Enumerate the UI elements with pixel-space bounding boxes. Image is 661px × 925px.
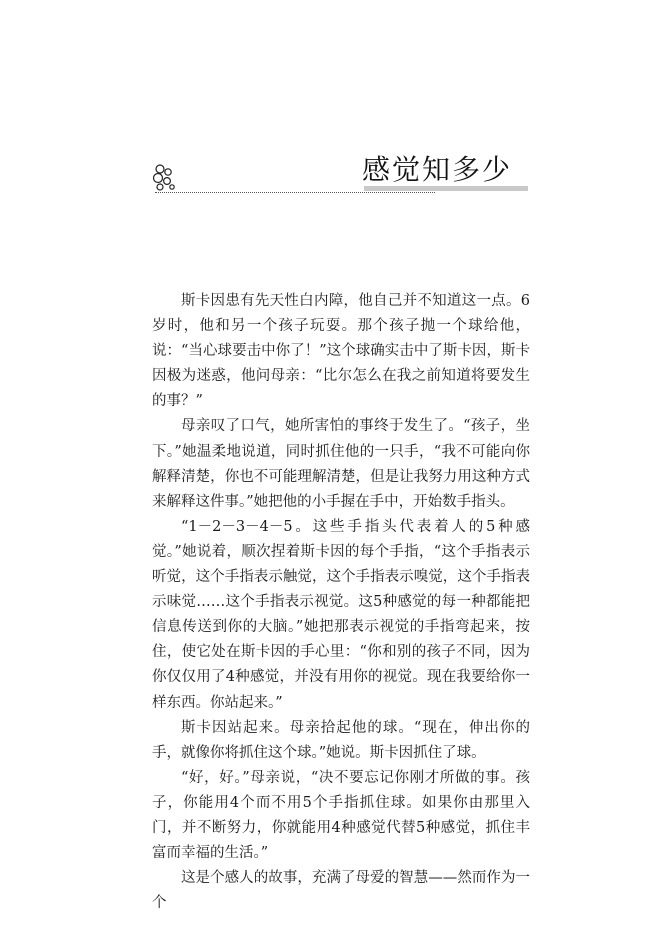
- body-text: [152, 289, 530, 916]
- paragraph: 母亲叹了口气，她所害怕的事终于发生了。“孩子，坐下。”她温柔地说道，同时抓住他的一只手，“我不可能向你解释清楚，你也不可能理解清楚，但是让我努力用这种方式来解释这件事。”她把他的小手握在手中，开始数手指头。: [152, 418, 530, 510]
- page-header: [0, 0, 661, 200]
- dotted-divider: [155, 192, 435, 193]
- paragraph: 斯卡因患有先天性白内障，他自己并不知道这一点。6岁时，他和另一个孩子玩耍。那个孩子抛一个球给他，说：“当心球要击中你了！”这个球确实击中了斯卡因，斯卡因极为迷惑，他问母亲：“比尔怎么在我之前知道将要发生的事？”: [152, 293, 530, 410]
- chapter-title: 感觉知多少: [362, 153, 513, 186]
- bubbles-icon: [152, 163, 176, 191]
- paragraph: 斯卡因站起来。母亲拾起他的球。“现在，伸出你的手，就像你将抓住这个球。”她说。斯卡因抓住了球。: [152, 719, 530, 761]
- paragraph: 这是个感人的故事，充满了母爱的智慧——然而作为一个: [152, 870, 530, 912]
- paragraph: “1－2－3－4－5。这些手指头代表着人的5种感觉。”她说着，顺次捏着斯卡因的每个手指，“这个手指表示听觉，这个手指表示触觉，这个手指表示嗅觉，这个手指表示味觉……这个手指表示视觉。这5种感觉的每一种都能把信息传送到你的大脑。”她把那表示视觉的手指弯起来，按住，使它处在斯卡因的手心里：“你和别的孩子不同，因为你仅仅用了4种感觉，并没有用你的视觉。现在我要给你一样东西。你站起来。”: [152, 518, 530, 711]
- paragraph: “好，好。”母亲说，“决不要忘记你刚才所做的事。孩子，你能用4个而不用5个手指抓住球。如果你由那里入门，并不断努力，你就能用4种感觉代替5种感觉，抓住丰富而幸福的生活。”: [152, 769, 530, 862]
